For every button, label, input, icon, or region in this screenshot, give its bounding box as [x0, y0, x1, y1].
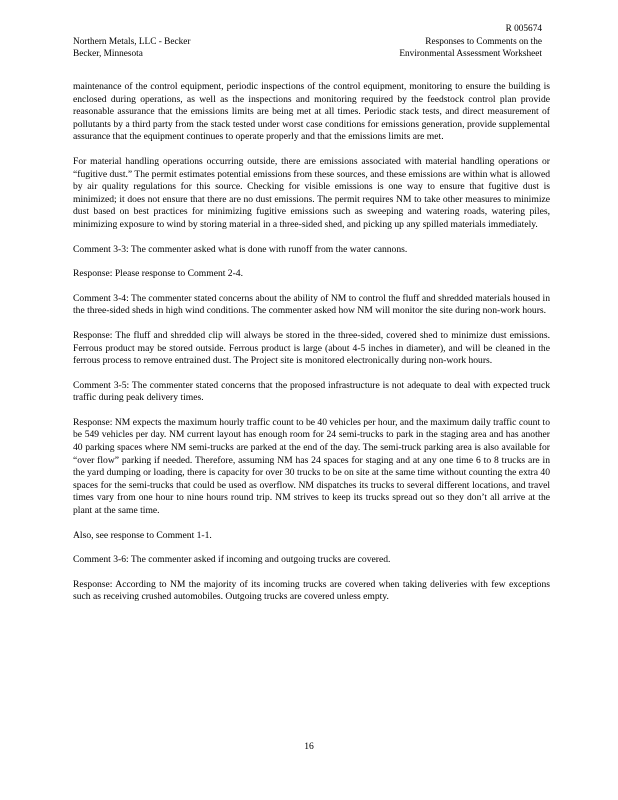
see-also-note: Also, see response to Comment 1-1. — [73, 529, 212, 541]
document-title-line2: Environmental Assessment Worksheet — [399, 48, 542, 59]
page-number: 16 — [304, 741, 314, 752]
header-left — [73, 37, 190, 60]
paragraph-fugitive-dust: For material handling operations occurring outside, there are emissions associated with material handling operations or “fugitive dust.” The permit estimates potential emissions from these sources, and these emissions are within what is allowed by air quality regulations for this source. Checking for visible emissions is one way to ensure that fugitive dust is minimized; it does not ensure that there are no dust emissions. The permit requires NM to take other measures to minimize dust based on best practices for minimizing fugitive emissions such as sweeping and watering roads, watering piles, minimizing exposure to wind by storing material in a three-sided shed, and picking up any spilled materials immediately. — [73, 155, 551, 230]
header-right — [399, 37, 542, 60]
response-3-3: Response: Please response to Comment 2-4. — [73, 268, 243, 280]
response-3-5: Response: NM expects the maximum hourly traffic count to be 40 vehicles per hour, and the maximum daily traffic count to be 549 vehicles per day. NM current layout has enough room for 24 semi-trucks to park in the staging area and has another 40 parking spaces where NM semi-trucks are parked at the end of the day. The semi-truck parking area is also available for “over flow” parking if needed. Therefore, assuming NM has 24 spaces for staging and at any one time 6 to 8 trucks are in the yard dumping or loading, there is capacity for over 30 trucks to be on site at the same time without counting the extra 40 spaces for the semi-trucks that could be used as overflow. NM dispatches its trucks to several different locations, and travel times vary from one hour to nine hours round trip. NM strives to keep its trucks spread out so they don’t all arrive at the plant at the same time. — [73, 416, 550, 517]
document-body — [73, 81, 550, 616]
comment-3-4: Comment 3-4: The commenter stated concerns about the ability of NM to control the fluff and shredded materials housed in the three-sided sheds in high wind conditions. The commenter asked how NM will monitor the site during non-work hours. — [73, 292, 550, 317]
response-3-6: Response: According to NM the majority of its incoming trucks are covered when taking deliveries with few exceptions such as receiving crushed automobiles. Outgoing trucks are covered unless empty. — [73, 578, 550, 603]
comment-3-3: Comment 3-3: The commenter asked what is done with runoff from the water cannons. — [73, 243, 408, 255]
company-name: Northern Metals, LLC - Becker — [73, 37, 191, 47]
paragraph-emissions-assurance: maintenance of the control equipment, periodic inspections of the control equipment, monitoring to ensure the building is enclosed during operations, as well as the inspections and monitoring required by the feedstock control plan provide reasonable assurance that the emissions limits are being met at all times. Periodic stack tests, and direct measurement of pollutants by a third party from the stack tested under worst case conditions for emissions generation, provide supplemental assurance that the equipment continues to operate properly and that the emissions limits are met. — [73, 81, 550, 143]
company-location: Becker, Minnesota — [73, 48, 143, 59]
comment-3-6: Comment 3-6: The commenter asked if incoming and outgoing trucks are covered. — [73, 554, 391, 566]
comment-3-5: Comment 3-5: The commenter stated concerns that the proposed infrastructure is not adequate to deal with expected truck traffic during peak delivery times. — [73, 379, 550, 404]
response-3-4: Response: The fluff and shredded clip will always be stored in the three-sided, covered shed to minimize dust emissions. Ferrous product may be stored outside. Ferrous product is large (about 4-5 inches in diameter), and will be cleaned in the ferrous process to remove entrained dust. The Project site is monitored electronically during non-work hours. — [73, 329, 550, 367]
document-id: R 005674 — [505, 24, 542, 34]
document-title-line1: Responses to Comments on the — [425, 37, 542, 47]
